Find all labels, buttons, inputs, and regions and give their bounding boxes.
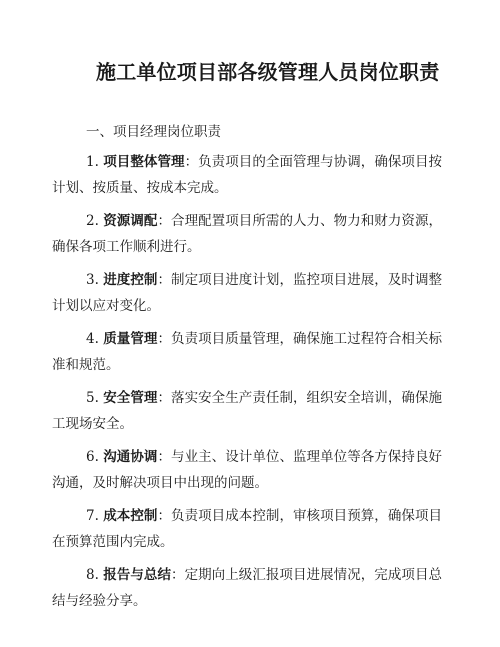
item-description: 合理配置项目所需的人力、物力和财力资源，确保各项工作顺利进行。 — [52, 213, 443, 255]
item-colon: ： — [157, 331, 172, 347]
item-colon: ： — [171, 567, 185, 583]
responsibility-item — [52, 208, 442, 260]
item-term: 质量管理 — [103, 331, 158, 347]
item-term: 成本控制 — [103, 508, 158, 524]
responsibility-item — [52, 267, 442, 319]
item-description: 落实安全生产责任制，组织安全培训，确保施工现场安全。 — [52, 390, 443, 432]
responsibility-item — [52, 385, 442, 437]
item-term: 报告与总结 — [103, 567, 171, 583]
item-description: 制定项目进度计划，监控项目进展，及时调整计划以应对变化。 — [52, 272, 443, 314]
responsibility-item — [52, 444, 442, 496]
item-number: 4. — [86, 331, 104, 347]
responsibility-item — [52, 326, 442, 378]
document-title: 施工单位项目部各级管理人员岗位职责 — [96, 60, 440, 84]
item-number: 8. — [86, 567, 104, 583]
item-number: 7. — [86, 508, 104, 524]
item-colon: ： — [157, 390, 172, 406]
item-colon: ： — [184, 154, 199, 170]
section-heading: 一、项目经理岗位职责 — [86, 124, 221, 140]
item-number: 3. — [86, 272, 104, 288]
item-term: 资源调配 — [103, 213, 158, 229]
item-description: 负责项目成本控制，审核项目预算，确保项目在预算范围内完成。 — [52, 508, 443, 550]
item-number: 2. — [86, 213, 104, 229]
item-term: 沟通协调 — [103, 449, 158, 465]
item-colon: ： — [157, 213, 172, 229]
item-number: 1. — [86, 154, 104, 170]
item-description: 定期向上级汇报项目进展情况，完成项目总结与经验分享。 — [52, 567, 443, 609]
responsibility-item — [52, 503, 442, 555]
item-colon: ： — [157, 272, 172, 288]
responsibility-list — [52, 149, 443, 614]
item-description: 负责项目的全面管理与协调，确保项目按计划、按质量、按成本完成。 — [52, 154, 443, 196]
item-number: 6. — [86, 449, 104, 465]
item-description: 与业主、设计单位、监理单位等各方保持良好沟通，及时解决项目中出现的问题。 — [52, 449, 443, 491]
item-colon: ： — [157, 508, 172, 524]
responsibility-item — [52, 562, 442, 614]
item-colon: ： — [157, 449, 172, 465]
item-description: 负责项目质量管理，确保施工过程符合相关标准和规范。 — [52, 331, 443, 373]
responsibility-item — [52, 149, 442, 201]
item-number: 5. — [86, 390, 104, 406]
item-term: 项目整体管理 — [103, 154, 185, 170]
item-term: 进度控制 — [103, 272, 158, 288]
item-term: 安全管理 — [103, 390, 158, 406]
